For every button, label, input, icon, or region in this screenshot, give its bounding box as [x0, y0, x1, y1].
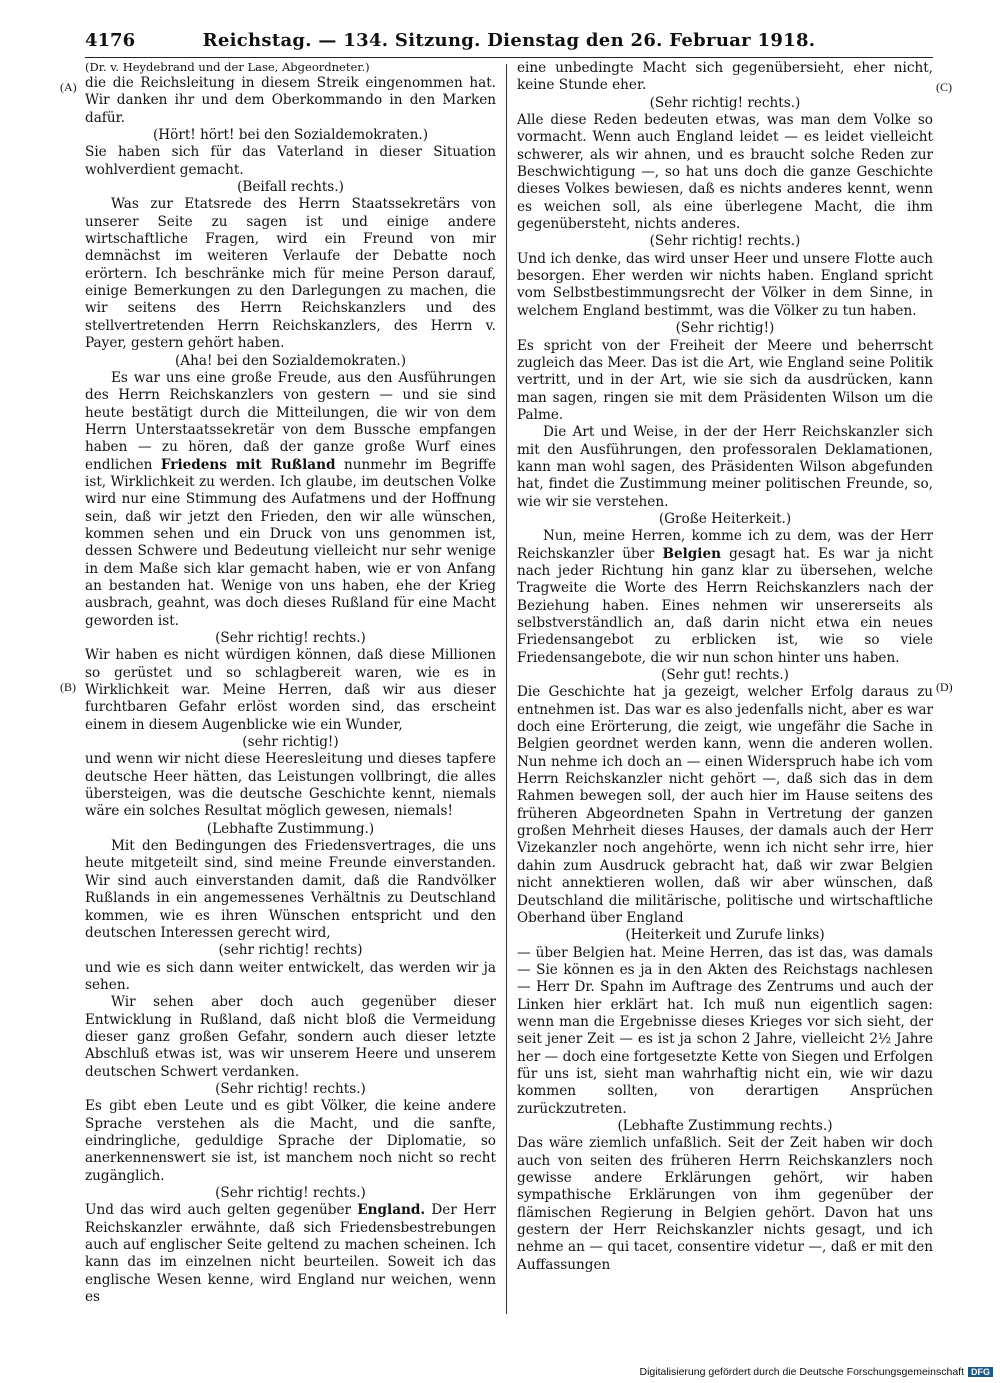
- paragraph-text: gesagt hat. Es war ja nicht nach jeder Richtung hin ganz klar zu übersehen, welche Tragweite die Worte des Herrn Reichskanzlers nach der Beziehung haben. Eines nehmen wir unsererseits als selbstverständlich an, daß darin nicht etwa ein neues Friedensangebot zu erblicken ist, wie so viele Friedensangebote, die wir nun schon hinter uns haben.: [517, 545, 933, 666]
- paragraph: Es gibt eben Leute und es gibt Völker, die keine andere Sprache verstehen als die Macht, und die sanfte, eindringliche, geduldige Sprache der Diplomatie, so anerkennenswert sie ist, ist manchem noch nicht so recht zugänglich.: [85, 1098, 496, 1184]
- interjection: (Lebhafte Zustimmung.): [206, 820, 375, 837]
- interjection: (Beifall rechts.): [237, 179, 344, 196]
- paragraph: — über Belgien hat. Meine Herren, das ist das, was damals — Sie können es ja in den Akten des Reichstags nachlesen — Herr Dr. Spahn im Auftrage des Zentrums und auch der Linken hier erklärt hat. Ich muß nun eigentlich sagen: wenn man die Ergebnisse dieses Krieges vor sich sieht, der seit jener Zeit — es ist ja schon 2 Jahre, vielleicht 2½ Jahre her — doch eine fortgesetzte Kette von Siegen und Erfolgen für uns ist, sieht man wahrhaftig nicht ein, wie wir dazu kommen sollten, von derartigen Ansprüchen zurückzutreten.: [517, 944, 933, 1117]
- column-divider: [506, 64, 507, 1314]
- paragraph: eine unbedingte Macht sich gegenübersieht, eher nicht, keine Stunde eher.: [517, 60, 933, 94]
- interjection: (Hört! hört! bei den Sozialdemokraten.): [152, 127, 428, 144]
- paragraph-text: nunmehr im Begriffe ist, Wirklichkeit zu werden. Ich glaube, im deutschen Volke wird nur eine Stimmung des Aufatmens und der Hoffnung sein, daß wir jetzt den Frieden, den wir alle wünschen, kommen sehen und ein Druck von uns genommen ist, dessen Schwere und Bedeutung vielleicht nur sehr wenige in dem Maße sich klar gemacht haben, wie er von Anfang an bestanden hat. Wenige von uns haben, ehe der Krieg ausbrach, geahnt, was doch dieses Rußland für eine Macht geworden ist.: [85, 456, 496, 629]
- paragraph-text: Und das wird auch gelten gegenüber: [85, 1202, 352, 1219]
- interjection: (Große Heiterkeit.): [658, 510, 792, 527]
- paragraph: Und ich denke, das wird unser Heer und unsere Flotte auch besorgen. Eher werden wir nichts haben. England spricht vom Selbstbestimmungsrecht der Völker in dem Sinne, in welchem England bestimmt, was die Völker zu tun haben.: [517, 250, 933, 319]
- interjection: (Sehr gut! rechts.): [661, 667, 789, 684]
- paragraph: Wir haben es nicht würdigen können, daß diese Millionen so gerüstet und so schlagbereit waren, wie es in Wirklichkeit war. Meine Herren, daß wir aus dieser furchtbaren Gefahr erlöst worden sind, das erscheint einem in diesem Augenblicke wie ein Wunder,: [85, 647, 496, 733]
- paragraph: und wenn wir nicht diese Heeresleitung und dieses tapfere deutsche Heer hätten, das Leistungen vollbringt, die alles übersteigen, was die deutsche Geschichte kennt, niemals wäre ein solches Resultat möglich gewesen, niemals!: [85, 751, 496, 820]
- paragraph: Es spricht von der Freiheit der Meere und beherrscht zugleich das Meer. Das ist die Art, wie England seine Politik vertritt, und in der Art, wie sie sich da ausdrücken, kann man sagen, ringen sie mit dem Präsidenten Wilson um die Palme.: [517, 337, 933, 423]
- paragraph: die die Reichsleitung in diesem Streik eingenommen hat. Wir danken ihr und dem Oberkommando in den Marken dafür.: [85, 75, 496, 126]
- paragraph: Die Geschichte hat ja gezeigt, welcher Erfolg daraus zu entnehmen ist. Das war es also jedenfalls nicht, aber es war doch eine Erörterung, die zeigt, wie ungefähr die Sache in Belgien geordnet werden kann, wenn die anderen wollen. Nun nehme ich doch an — einen Widerspruch habe ich vom Herrn Reichskanzler nicht gehört —, daß sich das in dem Rahmen bewegen soll, der auch hier im Hause seitens des früheren Abgeordneten Spahn in Vertretung der ganzen großen Mehrheit dieses Hauses, der damals auch der Herr Vizekanzler noch angehörte, wenn ich nicht sehr irre, hier dahin zum Ausdruck gebracht hat, daß wir zwar Belgien nicht annektieren wollen, daß wir aber wünschen, daß Deutschland die militärische, politische und wirtschaftliche Oberhand über England: [517, 684, 933, 926]
- page-number: 4176: [85, 30, 136, 51]
- interjection: (Aha! bei den Sozialdemokraten.): [174, 352, 406, 369]
- paragraph: Wir sehen aber doch auch gegenüber dieser Entwicklung in Rußland, daß nicht bloß die Vermeidung dieser ganz großen Gefahr, sondern auch dieser letzte Abschluß etwas ist, was wir unserem Heere und unserem deutschen Schwert verdanken.: [85, 994, 496, 1080]
- interjection: (Sehr richtig! rechts.): [649, 233, 801, 250]
- left-column: [85, 60, 496, 1306]
- interjection: (Sehr richtig! rechts.): [215, 630, 366, 646]
- paragraph-text: Der Herr Reichskanzler erwähnte, daß sich Friedensbestrebungen auch auf englischer Seite geltend zu machen scheinen. Ich kann das im einzelnen nicht beurteilen. Soweit ich das englische Wesen kenne, wird England nur weichen, wenn es: [85, 1202, 496, 1306]
- dfg-logo: DFG: [968, 1367, 993, 1377]
- paragraph: [85, 370, 496, 630]
- margin-marker-b: (B): [60, 680, 76, 694]
- interjection: (Sehr richtig! rechts.): [215, 1185, 366, 1201]
- margin-marker-c: (C): [936, 80, 952, 94]
- funding-footer: [600, 1366, 993, 1378]
- interjection: (Sehr richtig! rechts.): [215, 1080, 366, 1097]
- paragraph: Die Art und Weise, in der der Herr Reichskanzler sich mit den Ausführungen, den professoralen Deklamationen, kann man wohl sagen, des Präsidenten Wilson abgefunden hat, findet die Zustimmung meiner politischen Freunde, so, wie wir sie verstehen.: [517, 424, 933, 510]
- interjection: (Sehr richtig!): [675, 320, 775, 337]
- margin-marker-d: (D): [936, 680, 953, 694]
- margin-marker-a: (A): [60, 80, 77, 94]
- bold-keyword: England.: [357, 1202, 426, 1219]
- interjection: (sehr richtig!): [242, 734, 339, 751]
- bold-keyword: Friedens mit Rußland: [160, 456, 336, 473]
- interjection: (sehr richtig! rechts): [218, 942, 363, 959]
- page-header: [85, 30, 933, 56]
- speaker-tag: (Dr. v. Heydebrand und der Lase, Abgeordneter.): [85, 60, 370, 74]
- paragraph: Alle diese Reden bedeuten etwas, was man dem Volke so vormacht. Wenn auch England leidet — es leidet vielleicht schwerer, als wir ahnen, und es braucht solche Reden zur Beschwichtigung —, so hat uns doch die ganze Geschichte dieses Volkes bewiesen, daß es nichts anderes kennt, wenn es weichen soll, als eine überlegene Macht, die ihm gegenübersteht, nichts anderes.: [517, 112, 933, 233]
- running-title: Reichstag. — 134. Sitzung. Dienstag den 26. Februar 1918.: [202, 30, 816, 51]
- paragraph: Mit den Bedingungen des Friedensvertrages, die uns heute mitgeteilt sind, sind meine Freunde einverstanden. Wir sind auch einverstanden damit, daß die Randvölker Rußlands in ein angemessenes Verhältnis zu Deutschland kommen, wie es ihren Wünschen entspricht und den deutschen Interessen gerecht wird,: [85, 838, 496, 941]
- footer-text: Digitalisierung gefördert durch die Deutsche Forschungsgemeinschaft: [639, 1366, 964, 1378]
- header-rule: [85, 57, 933, 58]
- paragraph: Das wäre ziemlich unfaßlich. Seit der Zeit haben wir doch auch von seiten des früheren Herrn Reichskanzlers noch gewisse andere Erklärungen gehört, wir haben sympathische Erklärungen von ihm gegenüber der flämischen Regierung in Belgien gehört. Davon hat uns gestern der Herr Reichskanzler nichts gesagt, und ich nehme an — qui tacet, consentire videtur —, daß er mit den Auffassungen: [517, 1135, 933, 1273]
- paragraph: [517, 528, 933, 667]
- paragraph: Sie haben sich für das Vaterland in dieser Situation wohlverdient gemacht.: [85, 144, 496, 178]
- paragraph: [85, 1202, 496, 1306]
- right-column: [517, 60, 933, 1274]
- interjection: (Heiterkeit und Zurufe links): [625, 927, 825, 944]
- paragraph-text: Es war uns eine große Freude, aus den Ausführungen des Herrn Reichskanzlers von gestern — und sie sind heute bestätigt durch die Mitteilungen, die wir von dem Herrn Unterstaatssekretär von dem Bussche empfangen haben — zu hören, daß der ganze große Wurf eines endlichen: [85, 369, 496, 473]
- bold-keyword: Belgien: [662, 545, 721, 562]
- paragraph: und wie es sich dann weiter entwickelt, das werden wir ja sehen.: [85, 959, 496, 993]
- paragraph-text: Nun, meine Herren, komme ich zu dem, was der Herr Reichskanzler über: [517, 528, 933, 562]
- interjection: (Sehr richtig! rechts.): [649, 94, 801, 111]
- interjection: (Lebhafte Zustimmung rechts.): [617, 1117, 833, 1134]
- paragraph: Was zur Etatsrede des Herrn Staatssekretärs von unserer Seite zu sagen ist und einige andere wirtschaftliche Fragen, wird ein Freund von mir demnächst im weiteren Verlaufe der Debatte noch erörtern. Ich beschränke mich für meine Person darauf, einige Bemerkungen zu den Darlegungen zu machen, die wir seitens des Herrn Reichskanzlers und des stellvertretenden Herrn Reichskanzlers, des Herrn v. Payer, gestern gehört haben.: [85, 196, 496, 352]
